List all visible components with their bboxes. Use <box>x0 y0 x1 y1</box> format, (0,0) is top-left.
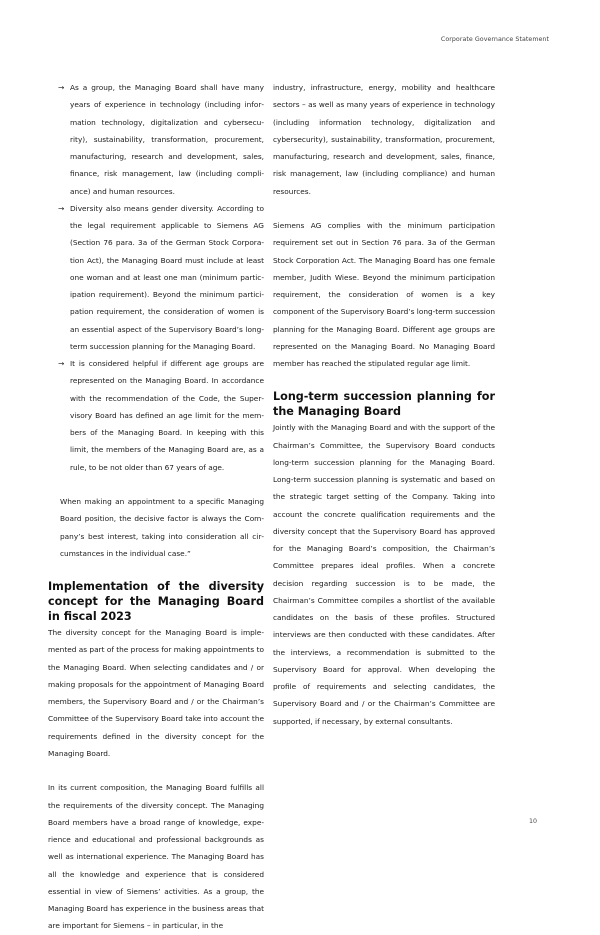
bullet-item-experience <box>48 79 264 200</box>
arrow-right-icon: → <box>58 83 65 92</box>
section-heading-implementation: Implementation of the diversity concept for the Managing Board in fiscal 2023 <box>48 580 264 623</box>
left-column <box>48 79 264 935</box>
compliance-paragraph: Siemens AG complies with the minimum participation requirement set out in Section 76 para. 3a of the German Stock Corporation Act. The Managing Board has one female member, Judith Wiese. Beyond the minimum participation requirement, the consideration of women is a key component of the Supervisory Board’s long-term succession planning for the Managing Board. Different age groups are represented on the Managing Board. No Managing Board member has reached the stipulated regular age limit. <box>273 221 495 368</box>
composition-paragraph: In its current composition, the Managing Board fulfills all the requirements of the diversity concept. The Managing Board members have a broad range of knowledge, experience and educational and professional backgrounds as well as international experience. The Managing Board has all the knowledge and experience that is considered essential in view of Siemens’ activities. As a group, the Managing Board has experience in the business areas that are important for Siemens – in particular, in the <box>48 783 264 931</box>
bullet-text: Diversity also means gender diversity. According to the legal requirement applicable to Siemens AG (Section 76 para. 3a of the German Stock Corporation Act), the Managing Board must include at least one woman and at least one man (minimum participation requirement). Beyond the minimum participation requirement, the consideration of women is an essential aspect of the Supervisory Board’s long-term succession planning for the Managing Board. <box>70 203 264 351</box>
section-heading-succession: Long-term succession planning for the Managing Board <box>273 390 495 419</box>
arrow-right-icon: → <box>58 203 65 213</box>
implementation-paragraph: The diversity concept for the Managing Board is implemented as part of the process for making appointments to the Managing Board. When selecting candidates and / or making proposals for the appointment of Managing Board members, the Supervisory Board and / or the Chairman’s Committee of the Supervisory Board take into account the requirements defined in the diversity concept for the Managing Board. <box>48 628 264 758</box>
right-column <box>273 79 495 730</box>
succession-paragraph: Jointly with the Managing Board and with the support of the Chairman’s Committee, the Supervisory Board conducts long-term succession planning for the Managing Board. Long-term succession planning is systematic and based on the strategic target setting of the Company. Taking into account the concrete qualification requirements and the diversity concept that the Supervisory Board has approved for the Managing Board’s composition, the Chairman’s Committee prepares ideal profiles. When a concrete decision regarding succession is to be made, the Chairman’s Committee compiles a shortlist of the available candidates on the basis of these profiles. Structured interviews are then conducted with these candidates. After the interviews, a recommendation is submitted to the Supervisory Board for approval. When developing the profile of requirements and selecting candidates, the Supervisory Board and / or the Chairman’s Committee are supported, if necessary, by external consultants. <box>273 423 495 726</box>
bullet-item-gender-diversity <box>48 200 264 355</box>
experience-continued-paragraph: industry, infrastructure, energy, mobility and healthcare sectors – as well as many years of experience in technology (including information technology, digitalization and cybersecurity), sustainability, transformation, procurement, manufacturing, research and development, sales, finance, risk management, law (including compliance) and human resources. <box>273 83 495 196</box>
arrow-right-icon: → <box>58 359 65 368</box>
bullet-text: It is considered helpful if different age groups are represented on the Managing Board. In accordance with the recommendation of the Code, the Supervisory Board has defined an age limit for the members of the Managing Board. In keeping with this limit, the members of the Managing Board are, as a rule, to be not older than 67 years of age. <box>70 359 264 472</box>
running-header: Corporate Governance Statement <box>440 36 549 43</box>
page-number: 10 <box>529 818 538 825</box>
bullet-item-age-groups <box>48 355 264 476</box>
quote-paragraph: When making an appointment to a specific Managing Board position, the decisive factor is always the Company’s best interest, taking into consideration all circumstances in the individual case.” <box>60 497 264 558</box>
bullet-text: As a group, the Managing Board shall have many years of experience in technology (including information technology, digitalization and cybersecurity), sustainability, transformation, procurement, manufacturing, research and development, sales, finance, risk management, law (including compliance) and human resources. <box>70 83 264 196</box>
requirements-bullet-list <box>48 79 264 476</box>
